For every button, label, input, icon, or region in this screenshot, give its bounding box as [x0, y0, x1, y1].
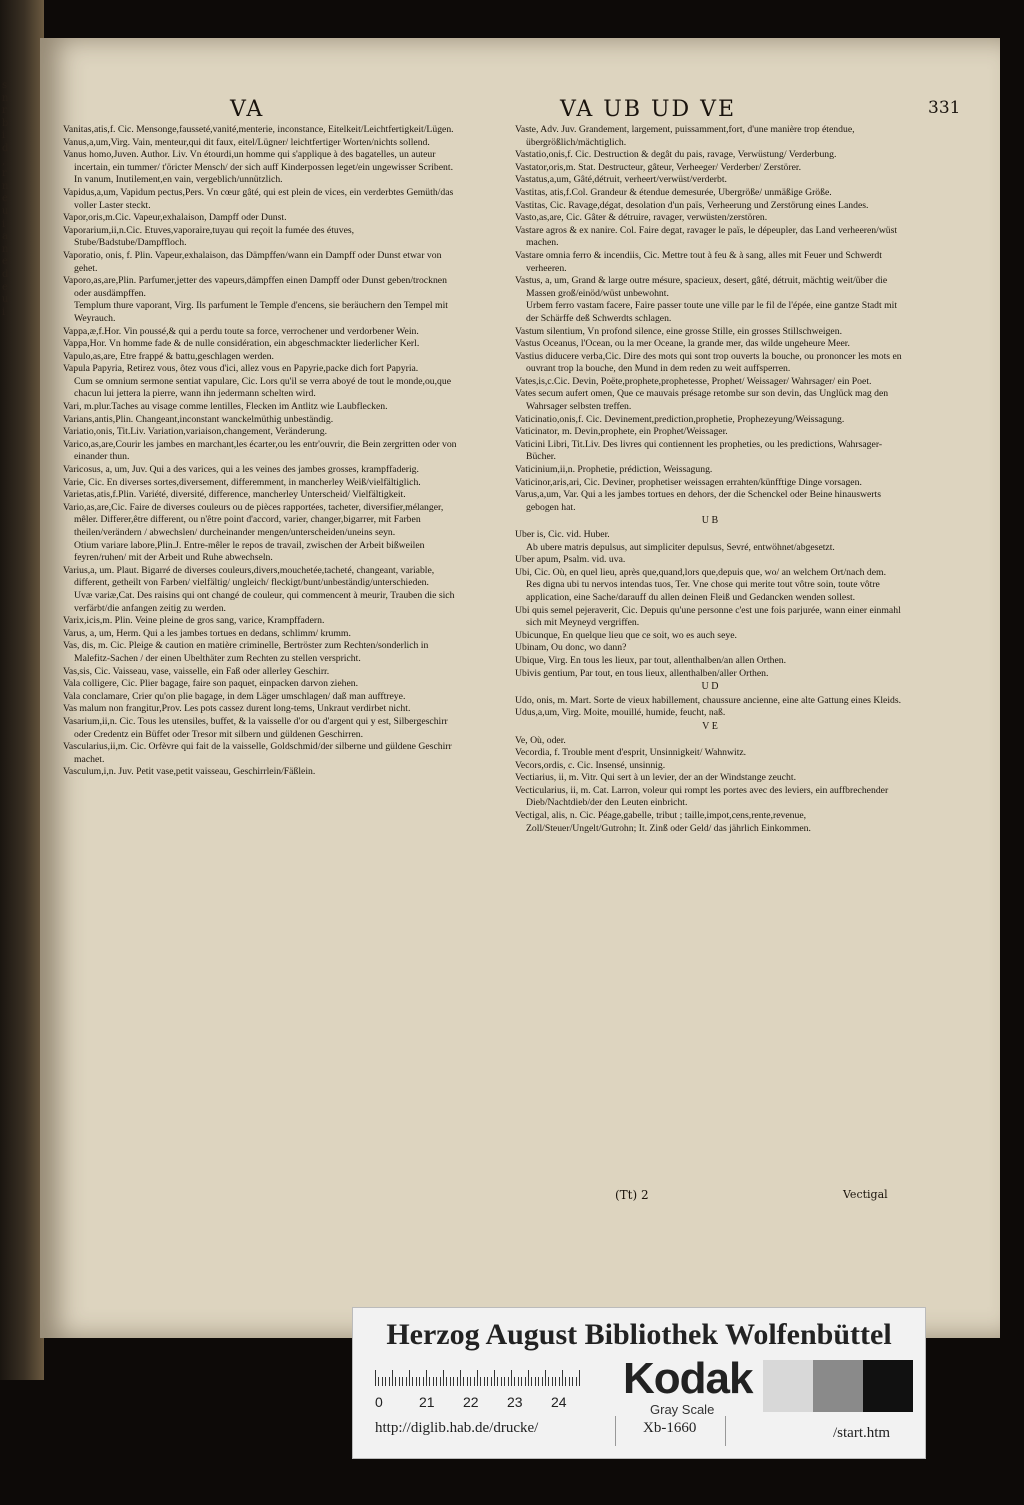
- dictionary-entry: Ubi, Cic. Où, en quel lieu, après que,quand,lors que,depuis que, wo/ an welchem Ort/nach dem.: [515, 566, 886, 578]
- ruler-tick: [416, 1377, 417, 1386]
- dictionary-entry: Ab ubere matris depulsus, aut simpliciter depulsus, Sevré, entwöhnet/abgesetzt.: [526, 541, 835, 553]
- start-page-path: /start.htm: [833, 1425, 891, 1441]
- dictionary-entry: Templum thure vaporant, Virg. Ils parfument le Temple d'encens, sie beräuchern den Tempel mit Weyrauch.: [74, 300, 448, 324]
- dictionary-entry: Vates secum aufert omen, Que ce mauvais présage retombe sur son devin, das Unglück mag den Wahrsager selbsten treffen.: [515, 388, 889, 413]
- ruler-tick: [555, 1377, 556, 1386]
- dictionary-entry: Vari, m.plur.Taches au visage comme lentilles, Flecken im Antlitz wie Laubflecken.: [63, 401, 388, 413]
- ruler-tick: [463, 1377, 464, 1386]
- dictionary-entry: Vanitas,atis,f. Cic. Mensonge,fausseté,vanité,menterie, inconstance, Eitelkeit/Leichtfertigkeit/Lügen.: [63, 124, 454, 135]
- dictionary-entry: Vas malum non frangitur,Prov. Les pots cassez durent long-tems, Unkraut verdirbet nicht.: [63, 703, 411, 715]
- dictionary-entry: Vario,as,are,Cic. Faire de diverses couleurs ou de pièces rapportées, tacheter, diversifier,mélanger, mêler. Differer,être different, ou n'être point d'accord, varier, changer,bigarrer, mit Farben theilen/verändern / abwechslen/ durcheinander mengen/unterscheiden/uneins seyn.: [63, 501, 444, 538]
- dictionary-entry: Varicosus, a, um, Juv. Qui a des varices, qui a les veines des jambes grosses, krampffaderig.: [63, 464, 419, 476]
- library-name: Herzog August Bibliothek Wolfenbüttel: [386, 1318, 892, 1351]
- ruler-tick: [531, 1377, 532, 1386]
- ruler-tick: [443, 1370, 444, 1386]
- dictionary-entry: Vala conclamare, Crier qu'on plie bagage, in dem Läger umschlagen/ daß man aufftreye.: [63, 690, 406, 702]
- ruler-tick: [423, 1377, 424, 1386]
- gray-scale-label: Gray Scale: [650, 1402, 715, 1417]
- dictionary-entry: Vapidus,a,um, Vapidum pectus,Pers. Vn cœur gâté, qui est plein de vices, ein verderbtes Gemüth/das voller Laster steckt.: [63, 186, 454, 211]
- dictionary-entry: Varico,as,are,Courir les jambes en marchant,les écarter,ou les entr'ouvrir, die Bein zergritten oder von einander thun.: [63, 438, 457, 463]
- dictionary-entry: Varietas,atis,f.Plin. Variété, diversité, difference, mancherley Unterscheid/ Vielfältigkeit.: [63, 489, 406, 501]
- left-column: [63, 124, 458, 779]
- dictionary-entry: Vapula Papyria, Retirez vous, ôtez vous d'ici, allez vous en Papyrie,packe dich fort Papyria.: [63, 363, 419, 375]
- ruler-tick: [409, 1370, 410, 1386]
- ruler-tick: [562, 1370, 563, 1386]
- dictionary-entry: Vascularius,ii,m. Cic. Orfèvre qui fait de la vaisselle, Goldschmid/der silberne und güldene Geschirr machet.: [63, 741, 452, 765]
- dictionary-entry: Vastatus,a,um, Gâté,détruit, verheert/verwüst/verderbt.: [515, 174, 727, 186]
- dictionary-entry: Vastum silentium, Vn profond silence, eine grosse Stille, ein grosses Stillschweigen.: [515, 325, 842, 337]
- ruler-tick: [521, 1377, 522, 1386]
- dictionary-entry: Uber is, Cic. vid. Huber.: [515, 529, 610, 540]
- dictionary-entry: Vaticinatio,onis,f. Cic. Devinement,prediction,prophetie, Prophezeyung/Weissagung.: [515, 413, 845, 425]
- ruler-tick: [542, 1377, 543, 1386]
- ruler-tick: [552, 1377, 553, 1386]
- section-heading: V E: [702, 720, 718, 732]
- ruler-tick: [375, 1370, 376, 1386]
- page-number: 331: [928, 98, 961, 118]
- ruler-tick: [525, 1377, 526, 1386]
- ruler-tick: [474, 1377, 475, 1386]
- dictionary-entry: Varius,a, um. Plaut. Bigarré de diverses couleurs,divers,mouchetée,tacheté, changeant, variable, different, getheilt von Farben/ vielfältig/ ungleich/ fleckigt/bunt/unbeständig/unterschieden.: [63, 564, 435, 589]
- dictionary-entry: Vastare agros & ex nanire. Col. Faire degat, ravager le païs, le dépeupler, das Land verheeren/wüst machen.: [515, 224, 898, 249]
- dictionary-entry: Vaporatio, onis, f. Plin. Vapeur,exhalaison, das Dämpffen/wann ein Dampff oder Dunst etwar von gehet.: [63, 249, 442, 274]
- dictionary-entry: Vastatio,onis,f. Cic. Destruction & degât du pais, ravage, Verwüstung/ Verderbung.: [515, 149, 837, 161]
- ruler-tick: [436, 1377, 437, 1386]
- dictionary-entry: Vectigal, alis, n. Cic. Péage,gabelle, tribut ; taille,impot,cens,rente,revenue, Zoll/Steuer/Ungelt/Gutrohn; It. Zinß oder Geld/ das jährlich Einkommen.: [515, 810, 811, 834]
- ruler-tick: [392, 1370, 393, 1386]
- dictionary-entry: Vecticularius, ii, m. Cat. Larron, voleur qui rompt les portes avec des leviers, ein auffbrechender Dieb/Nachtdieb/der den Leuten einbricht.: [515, 784, 889, 809]
- ruler-tick: [548, 1377, 549, 1386]
- ruler-tick: [470, 1377, 471, 1386]
- ruler-tick: [389, 1377, 390, 1386]
- dictionary-entry: Vaporo,as,are,Plin. Parfumer,jetter des vapeurs,dämpffen einen Dampff oder Dunst geben/trocknen oder ausdämpffen.: [63, 275, 447, 299]
- dictionary-entry: Udo, onis, m. Mart. Sorte de vieux habillement, chaussure ancienne, eine alte Gattung eines Kleids.: [515, 694, 902, 706]
- ruler-tick: [385, 1377, 386, 1386]
- ruler-tick: [559, 1377, 560, 1386]
- dictionary-entry: Ubinam, Ou donc, wo dann?: [515, 642, 627, 654]
- ruler-tick: [399, 1377, 400, 1386]
- ruler-tick: [565, 1377, 566, 1386]
- ruler-tick: [419, 1377, 420, 1386]
- dictionary-entry: Vaticinium,ii,n. Prophetie, prédiction, Weissagung.: [515, 464, 713, 476]
- ruler-number: 0: [375, 1394, 383, 1410]
- dictionary-entry: Vas,sis, Cic. Vaisseau, vase, vaisselle, ein Faß oder allerley Geschirr.: [63, 665, 330, 677]
- ruler-tick: [579, 1370, 580, 1386]
- digital-library-url: http://diglib.hab.de/drucke/: [375, 1420, 539, 1436]
- dictionary-entry: Vaticinator, m. Devin,prophete, ein Prophet/Weissager.: [515, 426, 728, 438]
- dictionary-entry: Varians,antis,Plin. Changeant,inconstant wanckelmüthig unbeständig.: [63, 413, 334, 425]
- dictionary-entry: In vanum, Inutilement,en vain, vergeblich/unnützlich.: [74, 174, 283, 186]
- ruler-number: 22: [463, 1394, 479, 1410]
- dictionary-entry: Udus,a,um, Virg. Moite, mouillé, humide, feucht, naß.: [515, 707, 726, 719]
- dictionary-entry: Vastator,oris,m. Stat. Destructeur, gâteur, Verheeger/ Verderber/ Zerstörer.: [515, 161, 802, 173]
- running-header-right: VA UB UD VE: [560, 97, 737, 122]
- dictionary-entry: Vectiarius, ii, m. Vitr. Qui sert à un levier, der an der Windstange zeucht.: [515, 772, 797, 784]
- dictionary-entry: Vapor,oris,m.Cic. Vapeur,exhalaison, Dampff oder Dunst.: [63, 212, 287, 224]
- section-heading: U D: [701, 681, 719, 693]
- dictionary-entry: Ve, Où, oder.: [515, 734, 566, 746]
- ruler-tick: [446, 1377, 447, 1386]
- ruler-tick: [402, 1377, 403, 1386]
- gray-patch-mid: [813, 1360, 863, 1412]
- ruler-tick: [535, 1377, 536, 1386]
- ruler-tick: [504, 1377, 505, 1386]
- ruler-tick: [518, 1377, 519, 1386]
- dictionary-entry: Uvæ variæ,Cat. Des raisins qui ont changé de couleur, qui commencent à meurir, Trauben die sich verfärbt/die anfangen zeitig zu werden.: [74, 589, 455, 614]
- dictionary-entry: Urbem ferro vastam facere, Faire passer toute une ville par le fil de l'épée, eine gantze Stadt mit der Schärffe deß Schwerdts schlagen.: [526, 300, 898, 324]
- shelfmark: Xb-1660: [643, 1420, 697, 1436]
- ruler-scale: [375, 1360, 585, 1410]
- dictionary-entry: Vaste, Adv. Juv. Grandement, largement, puissamment,fort, d'une manière trop étendue, übergrößlich/mächtiglich.: [515, 124, 855, 148]
- dictionary-entry: Vaporarium,ii,n.Cic. Etuves,vaporaire,tuyau qui reçoit la fumée des étuves, Stube/Badstube/Dampffloch.: [63, 224, 355, 249]
- dictionary-entry: Vappa,Hor. Vn homme fade & de nulle considération, ein abgeschmackter liederlicher Kerl.: [63, 338, 420, 350]
- ruler-number: 23: [507, 1394, 523, 1410]
- ruler-tick: [572, 1377, 573, 1386]
- dictionary-entry: Vastus, a, um, Grand & large outre mésure, spacieux, desert, gâté, détruit, mächtig weit/über die Massen groß/einöd/wüst unbewohnt.: [515, 275, 888, 299]
- ruler-tick: [491, 1377, 492, 1386]
- dictionary-entry: Varix,icis,m. Plin. Veine pleine de gros sang, varice, Krampffadern.: [63, 615, 325, 627]
- section-heading: U B: [701, 515, 719, 527]
- ruler-tick: [487, 1377, 488, 1386]
- dictionary-entry: Cum se omnium sermone sentiat vapulare, Cic. Lors qu'il se verra aboyé de tout le monde,ou,que chacun lui jettera la pierre, wann ihn jedermann schelten wird.: [74, 375, 452, 400]
- ruler-tick: [528, 1370, 529, 1386]
- dictionary-entry: Varie, Cic. En diverses sortes,diversement, differemment, in mancherley Weiß/vielfältiglich.: [63, 476, 421, 488]
- dictionary-entry: Ubi quis semel pejeraverit, Cic. Depuis qu'une personne c'est une fois parjurée, wann einer einmahl sich mit Meyneyd vergriffen.: [515, 604, 901, 629]
- ruler-tick: [538, 1377, 539, 1386]
- dictionary-entry: Vappa,æ,f.Hor. Vin poussé,& qui a perdu toute sa force, verrochener und verdorbener Wein.: [63, 325, 419, 337]
- gray-patch-dark: [863, 1360, 913, 1412]
- ruler-tick: [508, 1377, 509, 1386]
- dictionary-entry: Varus,a,um, Var. Qui a les jambes tortues en dehors, der die Schenckel oder Beine hinauswerts gebogen hat.: [515, 489, 881, 513]
- ruler-tick: [382, 1377, 383, 1386]
- ruler-number: 21: [419, 1394, 435, 1410]
- dictionary-entry: Vas, dis, m. Cic. Pleige & caution en matière criminelle, Bertröster zum Rechten/sonderlich in Malefitz-Sachen / der einen Ubelthäter zum Rechten zu stellen verspricht.: [63, 640, 429, 664]
- ruler-tick: [484, 1377, 485, 1386]
- dictionary-entry: Variatio,onis, Tit.Liv. Variation,variaison,changement, Veränderung.: [63, 426, 328, 438]
- ruler-tick: [378, 1377, 379, 1386]
- ruler-tick: [480, 1377, 481, 1386]
- dictionary-entry: Vecors,ordis, c. Cic. Insensé, unsinnig.: [515, 759, 666, 771]
- ruler-tick: [569, 1377, 570, 1386]
- kodak-logo: Kodak: [623, 1354, 753, 1403]
- signature-mark: (Tt) 2: [615, 1188, 649, 1202]
- ruler-tick: [460, 1370, 461, 1386]
- ruler-tick: [501, 1377, 502, 1386]
- dictionary-entry: Vasculum,i,n. Juv. Petit vase,petit vaisseau, Geschirrlein/Fäßlein.: [63, 766, 316, 778]
- dictionary-entry: Vastitas, atis,f.Col. Grandeur & étendue demesurée, Ubergröße/ unmäßige Größe.: [515, 186, 832, 198]
- dictionary-entry: Vastitas, Cic. Ravage,dégat, desolation d'un païs, Verheerung und Zerstörung eines Landes.: [515, 199, 869, 211]
- ruler-tick: [426, 1370, 427, 1386]
- dictionary-entry: Vanus,a,um,Virg. Vain, menteur,qui dit faux, eitel/Lügner/ leichtfertiger Worten/nichts sollend.: [63, 136, 430, 148]
- ruler-tick: [477, 1370, 478, 1386]
- dictionary-entry: Vastus Oceanus, l'Ocean, ou la mer Oceane, la grande mer, das wilde ungeheure Meer.: [515, 338, 850, 350]
- dictionary-entry: Vaticini Libri, Tit.Liv. Des livres qui contiennent les propheties, ou les predictions, Wahrsager-Bücher.: [515, 438, 883, 463]
- gray-patch-light: [763, 1360, 813, 1412]
- ruler-tick: [545, 1370, 546, 1386]
- ruler-tick: [457, 1377, 458, 1386]
- separator: [725, 1416, 726, 1446]
- gray-scale-patches: [763, 1360, 913, 1412]
- dictionary-entry: Vasarium,ii,n. Cic. Tous les utensiles, buffet, & la vaisselle d'or ou d'argent qui y est, Silbergeschirr oder Credentz ein Büffet oder Tresor mit silbern und güldenen Geschirren.: [63, 715, 448, 740]
- ruler-tick: [429, 1377, 430, 1386]
- ruler-tick: [433, 1377, 434, 1386]
- ruler-tick: [514, 1377, 515, 1386]
- ruler-tick: [576, 1377, 577, 1386]
- dictionary-entry: Varus, a, um, Herm. Qui a les jambes tortues en dedans, schlimm/ krumm.: [63, 627, 351, 639]
- dictionary-entry: Vastare omnia ferro & incendiis, Cic. Mettre tout à feu & à sang, alles mit Feuer und Schwerdt verheeren.: [515, 249, 882, 274]
- separator: [615, 1416, 616, 1446]
- dictionary-entry: Vala colligere, Cic. Plier bagage, faire son paquet, einpacken darvon ziehen.: [63, 678, 359, 690]
- dictionary-entry: Ubicunque, En quelque lieu que ce soit, wo es auch seye.: [515, 629, 737, 641]
- dictionary-entry: Ubique, Virg. En tous les lieux, par tout, allenthalben/an allen Orthen.: [515, 654, 787, 666]
- dictionary-entry: Vasto,as,are, Cic. Gâter & détruire, ravager, verwüsten/zerstören.: [515, 212, 768, 224]
- dictionary-entry: Vapulo,as,are, Etre frappé & battu,geschlagen werden.: [63, 350, 274, 362]
- catchword: Vectigal: [843, 1188, 888, 1201]
- dictionary-entry: Vecordia, f. Trouble ment d'esprit, Unsinnigkeit/ Wahnwitz.: [515, 747, 747, 759]
- dictionary-entry: Uber apum, Psalm. vid. uva.: [515, 554, 626, 566]
- ruler-tick: [395, 1377, 396, 1386]
- ruler-tick: [440, 1377, 441, 1386]
- dictionary-entry: Vaticinor,aris,ari, Cic. Deviner, prophetiser weissagen errahten/künfftige Dinge vorsagen.: [515, 476, 862, 488]
- dictionary-entry: Otium variare labore,Plin.J. Entre-mêler le repos de travail, zwischen der Arbeit bißweilen feyren/ruhen/ mit der Arbeit und Ruhe abwechseln.: [74, 539, 425, 564]
- ruler-number: 24: [551, 1394, 567, 1410]
- running-header-left: VA: [230, 97, 265, 122]
- ruler-tick: [511, 1370, 512, 1386]
- ruler-tick: [406, 1377, 407, 1386]
- ruler-tick: [412, 1377, 413, 1386]
- ruler-tick: [453, 1377, 454, 1386]
- dictionary-entry: Vanus homo,Juven. Author. Liv. Vn étourdi,un homme qui s'applique à des bagatelles, un auteur incertain, ein tummer/ t'öricter Mensch/ der sich auff Kinderpossen leget/ein ungewisser Scribent.: [63, 149, 453, 173]
- dictionary-entry: Ubivis gentium, Par tout, en tous lieux, allenthalben/aller Orthen.: [515, 667, 769, 679]
- ruler-tick: [450, 1377, 451, 1386]
- right-column: [515, 124, 905, 835]
- ruler-tick: [494, 1370, 495, 1386]
- kodak-color-target: [352, 1307, 926, 1459]
- dictionary-entry: Vates,is,c.Cic. Devin, Poëte,prophete,prophetesse, Prophet/ Weissager/ Wahrsager/ ein Poet.: [515, 375, 872, 387]
- gutter-fragment: s n r b i d , r n e u i a n e d e u i: [2, 80, 9, 318]
- ruler-tick: [467, 1377, 468, 1386]
- dictionary-entry: Res digna ubi tu nervos intendas tuos, Ter. Vne chose qui merite tout vôtre soin, toute vôtre application, eine Sache/darauff du allen deinen Fleiß und Gedancken wenden sollest.: [526, 579, 880, 603]
- ruler-tick: [497, 1377, 498, 1386]
- dictionary-entry: Vastius diducere verba,Cic. Dire des mots qui sont trop ouverts la bouche, ou prononcer les mots en ouvrant trop la bouche, den Mund in dem reden zu weit auffsperren.: [515, 350, 902, 375]
